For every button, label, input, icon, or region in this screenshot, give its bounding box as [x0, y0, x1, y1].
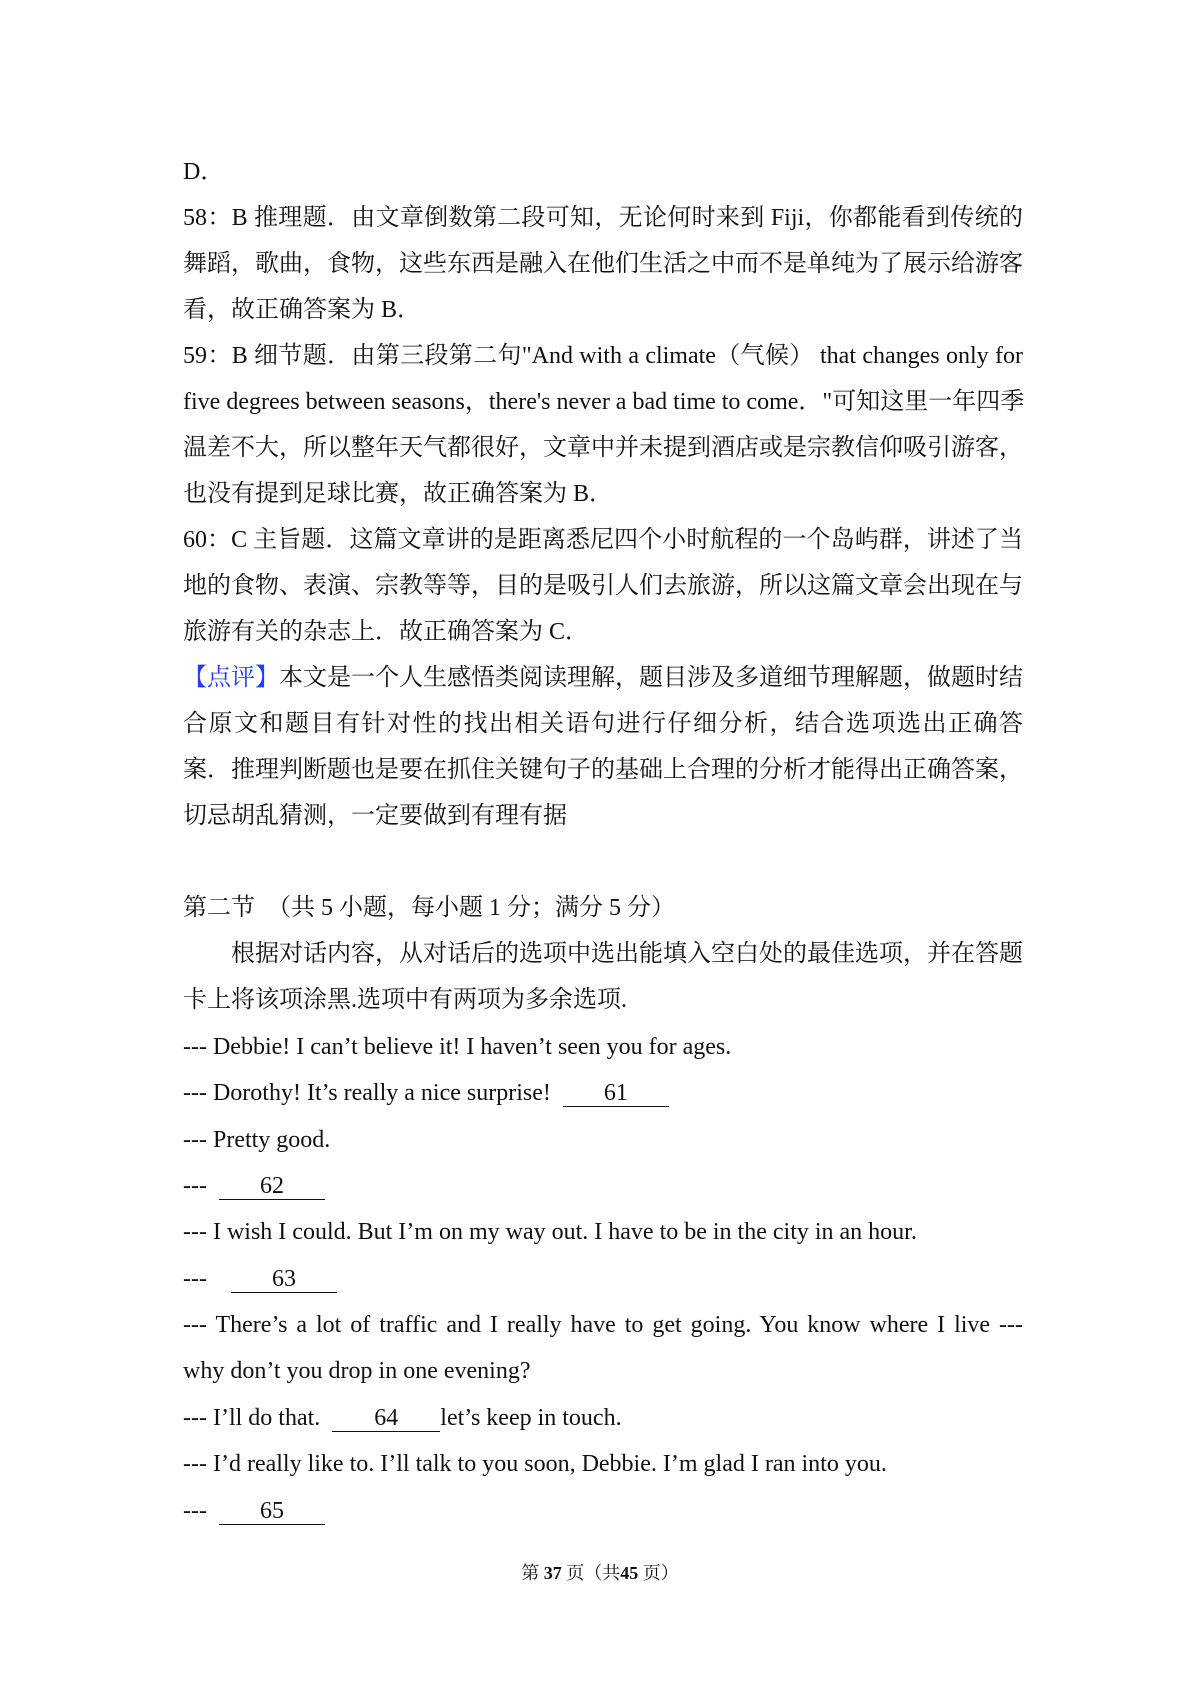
page-number: 37: [543, 1563, 562, 1583]
blank-61: 61: [563, 1080, 669, 1107]
dialogue-line-9: [183, 1403, 1023, 1433]
page-footer: [0, 1561, 1200, 1585]
dialogue-dashes: ---: [183, 1173, 207, 1199]
instruction-line-2: 卡上将该项涂黑.选项中有两项为多余选项.: [183, 987, 627, 1013]
dialogue-dashes: ---: [183, 1498, 207, 1524]
comment-line-4: 切忌胡乱猜测，一定要做到有理有据: [183, 803, 567, 829]
instruction-line-1: 根据对话内容，从对话后的选项中选出能填入空白处的最佳选项，并在答题: [231, 941, 1023, 967]
dialogue-line-4: [183, 1171, 1023, 1201]
answer-58-line-1: 58：B 推理题．由文章倒数第二段可知，无论何时来到 Fiji，你都能看到传统的: [183, 205, 1023, 231]
comment-tag: 【点评】: [183, 665, 279, 691]
dialogue-dashes: ---: [183, 1266, 207, 1292]
comment-line-3: 案．推理判断题也是要在抓住关键句子的基础上合理的分析才能得出正确答案，: [183, 757, 1023, 783]
blank-64: 64: [332, 1405, 440, 1432]
dialogue-text: let’s keep in touch.: [440, 1405, 622, 1431]
dialogue-line-1: --- Debbie! I can’t believe it! I haven’t seen you for ages.: [183, 1034, 732, 1060]
blank-63: 63: [231, 1266, 337, 1293]
dialogue-line-5: --- I wish I could. But I’m on my way out. I have to be in the city in an hour.: [183, 1219, 917, 1245]
answer-60-line-3: 旅游有关的杂志上．故正确答案为 C．: [183, 619, 590, 645]
footer-text: 页）: [642, 1563, 679, 1583]
dialogue-text: --- Dorothy! It’s really a nice surprise!: [183, 1080, 551, 1106]
total-pages: 45: [620, 1563, 639, 1583]
dialogue-line-3: --- Pretty good.: [183, 1127, 331, 1153]
answer-60-line-2: 地的食物、表演、宗教等等，目的是吸引人们去旅游，所以这篇文章会出现在与: [183, 573, 1023, 599]
answer-59-line-3: 温差不大，所以整年天气都很好，文章中并未提到酒店或是宗教信仰吸引游客，: [183, 435, 1023, 461]
section-heading: 第二节 （共 5 小题，每小题 1 分；满分 5 分）: [183, 895, 675, 921]
comment-line-1: [183, 663, 1023, 693]
footer-text: 页（共: [566, 1563, 621, 1583]
answer-60-line-1: 60：C 主旨题．这篇文章讲的是距离悉尼四个小时航程的一个岛屿群，讲述了当: [183, 527, 1023, 553]
answer-58-line-2: 舞蹈，歌曲，食物，这些东西是融入在他们生活之中而不是单纯为了展示给游客: [183, 251, 1023, 277]
comment-line-2: 合原文和题目有针对性的找出相关语句进行仔细分析，结合选项选出正确答: [183, 711, 1023, 737]
answer-line: D．: [183, 159, 225, 185]
dialogue-line-7: --- There’s a lot of traffic and I really have to get going. You know where I live ---: [183, 1312, 1023, 1338]
answer-59-line-2: five degrees between seasons，there's never a bad time to come．"可知这里一年四季: [183, 389, 1025, 415]
dialogue-text: --- I’ll do that.: [183, 1405, 321, 1431]
dialogue-line-8: why don’t you drop in one evening?: [183, 1358, 531, 1384]
answer-58-line-3: 看，故正确答案为 B．: [183, 297, 422, 323]
dialogue-line-10: --- I’d really like to. I’ll talk to you soon, Debbie. I’m glad I ran into you.: [183, 1451, 887, 1477]
answer-59-line-4: 也没有提到足球比赛，故正确答案为 B．: [183, 481, 614, 507]
answer-59-line-1: 59：B 细节题．由第三段第二句"And with a climate（气候） that changes only for: [183, 343, 1023, 369]
dialogue-line-11: [183, 1496, 1023, 1526]
blank-65: 65: [219, 1498, 325, 1525]
dialogue-line-2: [183, 1078, 1023, 1108]
dialogue-line-6: [183, 1264, 1023, 1294]
footer-text: 第: [521, 1563, 540, 1583]
blank-62: 62: [219, 1173, 325, 1200]
comment-text-1: 本文是一个人生感悟类阅读理解，题目涉及多道细节理解题，做题时结: [279, 665, 1023, 691]
